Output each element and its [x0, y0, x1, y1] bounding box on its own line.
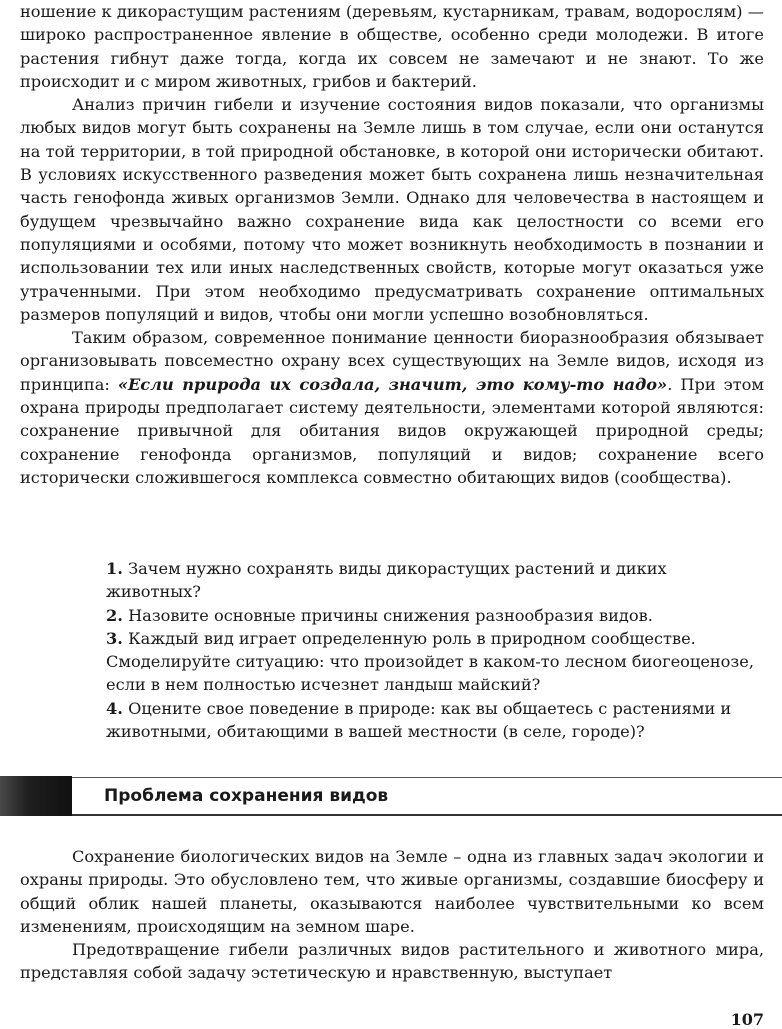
- page-number: 107: [730, 1010, 764, 1029]
- question-number: 3.: [106, 628, 123, 648]
- paragraph-biodiversity-value: [20, 326, 764, 489]
- review-questions: [106, 557, 762, 743]
- question-number: 4.: [106, 698, 123, 718]
- paragraph-species-conservation: Сохранение биологических видов на Земле – одна из главных задач экологии и охраны природы. Это обусловлено тем, что живые организмы, создавшие биосферу и общий облик нашей планеты, оказываются наиболее чувствительными ко всем изменениям, происходящим на земном шаре.: [20, 847, 764, 936]
- section-header: [0, 776, 782, 816]
- top-text-block: [20, 0, 764, 489]
- paragraph-biodiversity-start: Таким образом, современное понимание ценности биоразнообразия обязывает организовывать повсеместно охрану всех существующих на Земле видов, исходя из принципа:: [20, 328, 764, 394]
- bottom-text-block: [20, 845, 764, 985]
- question-text: Зачем нужно сохранять виды дикорастущих растений и диких животных?: [106, 559, 667, 602]
- section-divider-top: [72, 777, 782, 778]
- question-item: [106, 557, 762, 604]
- question-number: 1.: [106, 559, 123, 578]
- question-number: 2.: [106, 605, 123, 625]
- question-text: Назовите основные причины снижения разнообразия видов.: [128, 605, 653, 625]
- section-marker-bar: [0, 776, 72, 816]
- paragraph-biodiversity-end: . При этом охрана природы предполагает систему деятельности, элементами которой являются: сохранение привычной для обитания видов окружающей природной среды; сохранение генофонда организмов, популяций и видов; сохранение всего исторически сложившегося комплекса совместно обитающих видов (сообщества).: [20, 374, 764, 487]
- section-divider-bottom: [72, 814, 782, 816]
- question-item: [106, 627, 762, 697]
- paragraph-prevention: Предотвращение гибели различных видов растительного и животного мира, представляя собой задачу эстетическую и нравственную, выступает: [20, 940, 764, 983]
- principle-quote: «Если природа их создала, значит, это кому-то надо»: [117, 374, 668, 394]
- question-item: [106, 604, 762, 627]
- paragraph-continuation: ношение к дикорастущим растениям (деревьям, кустарникам, травам, водорослям) — широко распространенное явление в обществе, особенно среди молодежи. В итоге растения гибнут даже тогда, когда их совсем не замечают и не знают. То же происходит и с миром животных, грибов и бактерий.: [20, 2, 764, 91]
- section-title: Проблема сохранения видов: [104, 786, 389, 806]
- question-text: Каждый вид играет определенную роль в природном сообществе. Смоделируйте ситуацию: что произойдет в каком-то лесном биогеоценозе, если в нем полностью исчезнет ландыш майский?: [106, 628, 754, 695]
- question-item: [106, 697, 762, 744]
- question-text: Оцените свое поведение в природе: как вы общаетесь с растениями и животными, обитающими в вашей местности (в селе, городе)?: [106, 698, 732, 742]
- paragraph-species-analysis: Анализ причин гибели и изучение состояния видов показали, что организмы любых видов могут быть сохранены на Земле лишь в том случае, если они останутся на той территории, в той природной обстановке, в которой они исторически обитают. В условиях искусственного разведения может быть сохранена лишь незначительная часть генофонда живых организмов Земли. Однако для человечества в настоящем и будущем чрезвычайно важно сохранение вида как целостности со всеми его популяциями и особями, потому что может возникнуть необходимость в познании и использовании тех или иных наследственных свойств, которые могут оказаться уже утраченными. При этом необходимо предусматривать сохранение оптимальных размеров популяций и видов, чтобы они могли успешно возобновляться.: [20, 95, 764, 324]
